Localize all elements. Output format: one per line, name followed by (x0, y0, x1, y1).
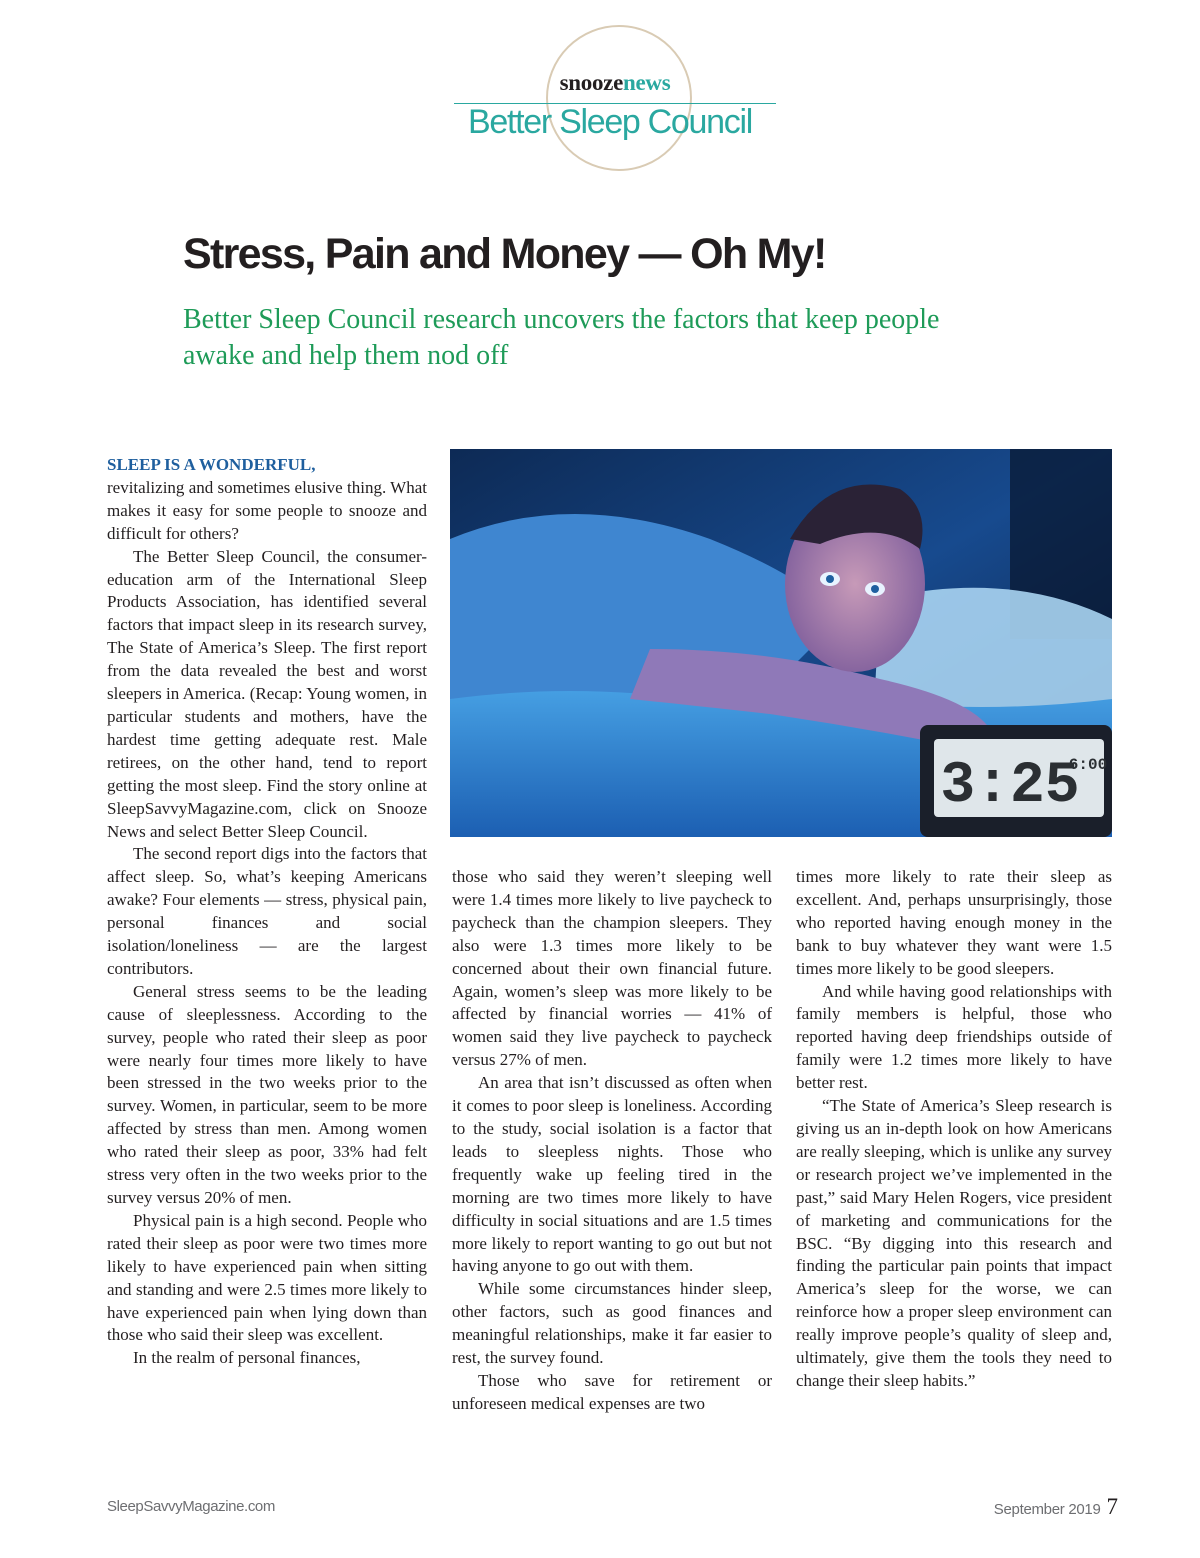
footer-folio (994, 1494, 1118, 1520)
snooze-news-logo (454, 70, 776, 96)
article-column-3 (796, 866, 1112, 1393)
paragraph: The Better Sleep Council, the consumer-education arm of the International Sleep Products Association, has identified several factors that impact sleep in its research survey, The State of America’s Sleep. The first report from the data revealed the best and worst sleepers in America. (Recap: Young women, in particular students and mothers, have the hardest time getting adequate rest. Male retirees, on the other hand, tend to report getting the most sleep. Find the story online at SleepSavvyMagazine.com, click on Snooze News and select Better Sleep Council. (107, 546, 427, 841)
clock-time: 3:25 (940, 754, 1080, 819)
paragraph: In the realm of personal finances, (133, 1348, 361, 1368)
paragraph: And while having good relationships with family members is helpful, those who reported having deep friendships outside of family were 1.2 times more likely to have better rest. (796, 981, 1112, 1093)
paragraph: “The State of America’s Sleep research is giving us an in-depth look on how Americans are really sleeping, which is unlike any survey or research project we’ve implemented in the past,” said Mary Helen Rogers, vice president of marketing and communications for the BSC. “By digging into this research and finding the particular pain points that impact America’s sleep for the worse, we can reinforce how a proper sleep environment can really improve people’s quality of sleep and, ultimately, give them the tools they need to change their sleep habits.” (796, 1096, 1112, 1390)
headline: Stress, Pain and Money — Oh My! (183, 230, 826, 278)
photo-illustration (450, 449, 1112, 837)
masthead-circle (546, 25, 692, 171)
deck: Better Sleep Council research uncovers the factors that keep people awake and help them nod off (183, 304, 940, 371)
section-title: Better Sleep Council (468, 103, 752, 141)
article-leadin: SLEEP IS A WONDERFUL, (107, 455, 316, 474)
paragraph: those who said they weren’t sleeping well were 1.4 times more likely to live paycheck to paycheck than the champion sleepers. They also were 1.3 times more likely to be concerned about their own financial future. Again, women’s sleep was more likely to be affected by financial worries — 41% of women said they live paycheck to paycheck versus 27% of men. (452, 867, 772, 1070)
paragraph: Those who save for retirement or unforeseen medical expenses are two (452, 1370, 772, 1413)
paragraph: times more likely to rate their sleep as excellent. And, perhaps unsurprisingly, those who reported having enough money in the bank to buy whatever they want were 1.5 times more likely to be good sleepers. (796, 867, 1112, 978)
masthead (0, 0, 1200, 200)
clock-alarm: 6:00 (1068, 756, 1108, 774)
paragraph: An area that isn’t discussed as often when it comes to poor sleep is loneliness. According to the study, social isolation is a factor that leads to sleepless nights. Those who frequently wake up feeling tired in the morning are two times more likely to have difficulty in social situations and are 1.5 times more likely to report wanting to go out but not having anyone to go out with them. (452, 1073, 772, 1276)
footer-date: September 2019 (993, 1501, 1101, 1518)
paragraph: General stress seems to be the leading cause of sleeplessness. According to the survey, people who rated their sleep as poor were nearly four times more likely to have been stressed in the two weeks prior to the survey. Women, in particular, seem to be more affected by stress than men. Among women who rated their sleep as poor, 33% had felt stress very often in the two weeks prior to the survey versus 20% of men. (107, 981, 427, 1207)
article-column-2 (452, 866, 772, 1416)
paragraph: While some circumstances hinder sleep, other factors, such as good finances and meaningful relationships, make it far easier to rest, the survey found. (452, 1279, 772, 1368)
paragraph-text: revitalizing and sometimes elusive thing. What makes it easy for some people to snooze and difficult for others? (107, 477, 427, 543)
footer-site: SleepSavvyMagazine.com (107, 1498, 275, 1515)
paragraph: Physical pain is a high second. People who rated their sleep as poor were two times more likely to have experienced pain when sitting and standing and were 2.5 times more likely to have experienced pain when lying down than those who said their sleep was excellent. (107, 1210, 427, 1345)
snooze-logo-part2: news (622, 70, 671, 95)
article-column-1 (107, 454, 427, 1370)
article-photo (450, 449, 1112, 837)
paragraph (107, 454, 427, 546)
page-number: 7 (1106, 1494, 1118, 1519)
snooze-logo-part1: snooze (559, 70, 623, 95)
paragraph: The second report digs into the factors that affect sleep. So, what’s keeping Americans awake? Four elements — stress, physical pain, personal finances and social isolation/loneliness — are the largest contributors. (107, 844, 427, 978)
